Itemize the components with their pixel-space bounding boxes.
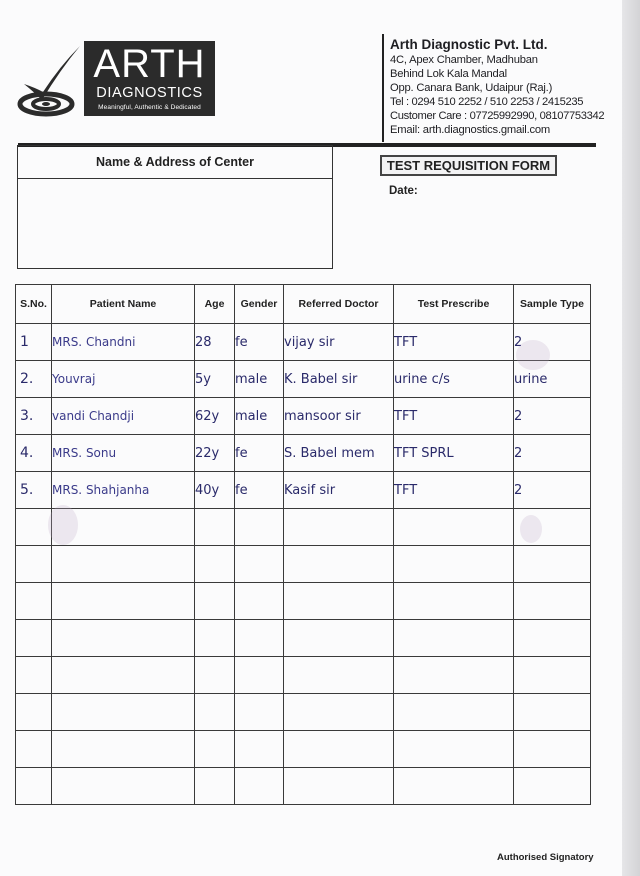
col-header-sample-type: Sample Type xyxy=(514,285,591,324)
cell-sno[interactable]: 2. xyxy=(16,361,52,398)
cell-referred-doctor[interactable]: K. Babel sir xyxy=(284,361,394,398)
cell-patient-name[interactable] xyxy=(52,657,195,694)
cell-gender[interactable] xyxy=(235,509,284,546)
cell-test-prescribe[interactable] xyxy=(394,546,514,583)
cell-gender[interactable]: fe xyxy=(235,435,284,472)
col-header-patient-name: Patient Name xyxy=(52,285,195,324)
cell-sample-type[interactable]: urine xyxy=(514,361,591,398)
cell-gender[interactable] xyxy=(235,731,284,768)
cell-gender[interactable] xyxy=(235,620,284,657)
cell-age[interactable] xyxy=(195,620,235,657)
cell-test-prescribe[interactable]: TFT xyxy=(394,398,514,435)
company-customer-care: Customer Care : 07725992990, 08107753342 xyxy=(390,110,605,122)
table-row xyxy=(16,731,591,768)
cell-age[interactable]: 40y xyxy=(195,472,235,509)
cell-patient-name[interactable] xyxy=(52,583,195,620)
table-header-row xyxy=(16,285,591,324)
cell-sno[interactable] xyxy=(16,768,52,805)
cell-sample-type[interactable] xyxy=(514,731,591,768)
cell-patient-name[interactable]: MRS. Shahjanha xyxy=(52,472,195,509)
cell-sno[interactable]: 1 xyxy=(16,324,52,361)
company-email: Email: arth.diagnostics.gmail.com xyxy=(390,124,551,136)
brand-logo xyxy=(84,41,215,116)
cell-test-prescribe[interactable]: TFT xyxy=(394,472,514,509)
cell-sno[interactable]: 3. xyxy=(16,398,52,435)
cell-sample-type[interactable] xyxy=(514,583,591,620)
cell-patient-name[interactable]: MRS. Sonu xyxy=(52,435,195,472)
cell-sno[interactable] xyxy=(16,546,52,583)
cell-age[interactable] xyxy=(195,694,235,731)
cell-referred-doctor[interactable] xyxy=(284,731,394,768)
col-header-gender: Gender xyxy=(235,285,284,324)
cell-age[interactable] xyxy=(195,768,235,805)
table-row xyxy=(16,694,591,731)
cell-test-prescribe[interactable] xyxy=(394,620,514,657)
cell-age[interactable]: 22y xyxy=(195,435,235,472)
date-label: Date: xyxy=(389,185,418,197)
cell-test-prescribe[interactable]: urine c/s xyxy=(394,361,514,398)
cell-referred-doctor[interactable] xyxy=(284,694,394,731)
cell-age[interactable] xyxy=(195,509,235,546)
table-row xyxy=(16,324,591,361)
patient-table xyxy=(15,284,591,805)
cell-referred-doctor[interactable]: vijay sir xyxy=(284,324,394,361)
cell-gender[interactable]: fe xyxy=(235,324,284,361)
cell-referred-doctor[interactable]: Kasif sir xyxy=(284,472,394,509)
cell-sno[interactable] xyxy=(16,620,52,657)
authorised-signatory-label: Authorised Signatory xyxy=(497,852,594,863)
table-row xyxy=(16,620,591,657)
table-row xyxy=(16,583,591,620)
cell-test-prescribe[interactable]: TFT xyxy=(394,324,514,361)
logo-target-icon xyxy=(16,40,84,118)
cell-sample-type[interactable] xyxy=(514,694,591,731)
cell-referred-doctor[interactable] xyxy=(284,546,394,583)
cell-age[interactable] xyxy=(195,546,235,583)
table-row xyxy=(16,398,591,435)
cell-patient-name[interactable] xyxy=(52,694,195,731)
table-row xyxy=(16,657,591,694)
company-address-3: Opp. Canara Bank, Udaipur (Raj.) xyxy=(390,82,553,94)
logo-brand-text: ARTH xyxy=(93,42,206,86)
cell-referred-doctor[interactable] xyxy=(284,768,394,805)
table-row xyxy=(16,435,591,472)
table-body xyxy=(16,324,591,805)
cell-sample-type[interactable] xyxy=(514,657,591,694)
cell-patient-name[interactable]: vandi Chandji xyxy=(52,398,195,435)
paper-stain xyxy=(516,340,550,370)
company-tel: Tel : 0294 510 2252 / 510 2253 / 2415235 xyxy=(390,96,584,108)
cell-age[interactable] xyxy=(195,583,235,620)
table-row xyxy=(16,472,591,509)
table-row xyxy=(16,546,591,583)
cell-referred-doctor[interactable] xyxy=(284,657,394,694)
col-header-referred-doctor: Referred Doctor xyxy=(284,285,394,324)
page-edge xyxy=(622,0,640,876)
cell-test-prescribe[interactable] xyxy=(394,731,514,768)
cell-sample-type[interactable]: 2 xyxy=(514,435,591,472)
cell-patient-name[interactable]: MRS. Chandni xyxy=(52,324,195,361)
cell-test-prescribe[interactable] xyxy=(394,509,514,546)
company-address-2: Behind Lok Kala Mandal xyxy=(390,68,507,80)
cell-test-prescribe[interactable]: TFT SPRL xyxy=(394,435,514,472)
cell-age[interactable]: 62y xyxy=(195,398,235,435)
cell-sample-type[interactable]: 2 xyxy=(514,398,591,435)
cell-gender[interactable] xyxy=(235,657,284,694)
cell-test-prescribe[interactable] xyxy=(394,768,514,805)
center-address-box[interactable] xyxy=(17,145,333,269)
cell-sample-type[interactable] xyxy=(514,620,591,657)
cell-test-prescribe[interactable] xyxy=(394,583,514,620)
form-title: TEST REQUISITION FORM xyxy=(380,155,557,176)
cell-test-prescribe[interactable] xyxy=(394,694,514,731)
cell-referred-doctor[interactable]: mansoor sir xyxy=(284,398,394,435)
cell-age[interactable]: 5y xyxy=(195,361,235,398)
cell-sample-type[interactable]: 2 xyxy=(514,472,591,509)
cell-sample-type[interactable] xyxy=(514,546,591,583)
logo-tagline: Meaningful, Authentic & Dedicated xyxy=(98,104,201,111)
table-row xyxy=(16,768,591,805)
cell-patient-name[interactable] xyxy=(52,731,195,768)
cell-gender[interactable]: fe xyxy=(235,472,284,509)
cell-age[interactable]: 28 xyxy=(195,324,235,361)
cell-age[interactable] xyxy=(195,657,235,694)
cell-sample-type[interactable] xyxy=(514,768,591,805)
cell-sno[interactable] xyxy=(16,583,52,620)
cell-referred-doctor[interactable]: S. Babel mem xyxy=(284,435,394,472)
cell-referred-doctor[interactable] xyxy=(284,620,394,657)
cell-sno[interactable] xyxy=(16,694,52,731)
table-row xyxy=(16,361,591,398)
paper-stain xyxy=(520,515,542,543)
company-name: Arth Diagnostic Pvt. Ltd. xyxy=(390,37,548,52)
cell-gender[interactable] xyxy=(235,583,284,620)
cell-patient-name[interactable] xyxy=(52,546,195,583)
col-header-age: Age xyxy=(195,285,235,324)
cell-age[interactable] xyxy=(195,731,235,768)
cell-test-prescribe[interactable] xyxy=(394,657,514,694)
cell-gender[interactable]: male xyxy=(235,361,284,398)
cell-patient-name[interactable]: Youvraj xyxy=(52,361,195,398)
cell-sno[interactable] xyxy=(16,657,52,694)
cell-gender[interactable] xyxy=(235,694,284,731)
cell-sno[interactable]: 4. xyxy=(16,435,52,472)
company-info xyxy=(390,36,604,137)
col-header-test-prescribe: Test Prescribe xyxy=(394,285,514,324)
center-box-title: Name & Address of Center xyxy=(18,146,332,179)
paper-stain xyxy=(48,505,78,545)
cell-referred-doctor[interactable] xyxy=(284,583,394,620)
cell-gender[interactable] xyxy=(235,546,284,583)
logo-sub-text: DIAGNOSTICS xyxy=(96,85,203,101)
cell-sno[interactable]: 5. xyxy=(16,472,52,509)
company-address-1: 4C, Apex Chamber, Madhuban xyxy=(390,54,538,66)
cell-sample-type[interactable]: 2 xyxy=(514,324,591,361)
cell-sno[interactable] xyxy=(16,731,52,768)
header-divider xyxy=(382,34,384,142)
cell-sno[interactable] xyxy=(16,509,52,546)
cell-gender[interactable]: male xyxy=(235,398,284,435)
cell-referred-doctor[interactable] xyxy=(284,509,394,546)
col-header-sno: S.No. xyxy=(16,285,52,324)
cell-gender[interactable] xyxy=(235,768,284,805)
cell-patient-name[interactable] xyxy=(52,768,195,805)
table-row xyxy=(16,509,591,546)
cell-patient-name[interactable] xyxy=(52,620,195,657)
